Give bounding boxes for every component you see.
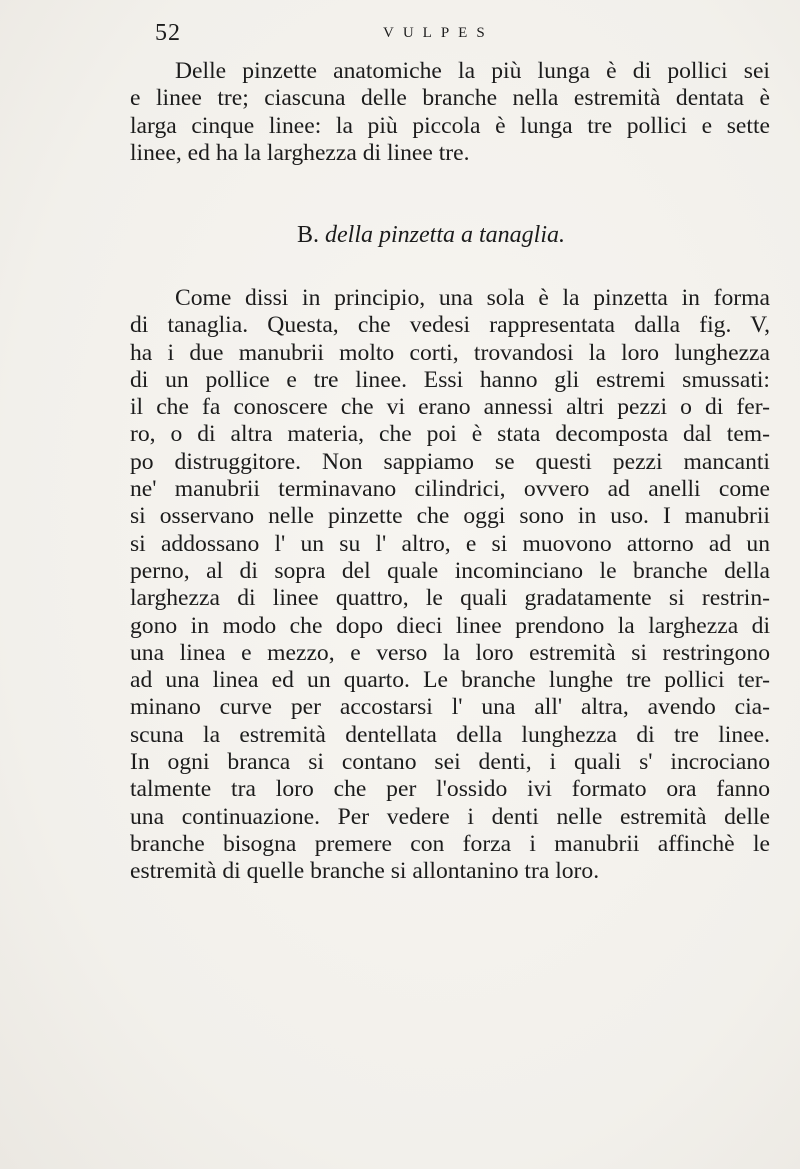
text-line: ha i due manubrii molto corti, trovandosi la loro lunghezza	[130, 339, 770, 366]
page-header	[0, 20, 800, 50]
text-line: talmente tra loro che per l'ossido ivi formato ora fanno	[130, 776, 770, 803]
text-line: gono in modo che dopo dieci linee prendono la larghezza di	[130, 612, 770, 639]
text-line: scuna la estremità dentellata della lunghezza di tre linee.	[130, 721, 770, 748]
text-line: si osservano nelle pinzette che oggi sono in uso. I manubrii	[130, 503, 770, 530]
text-line: Come dissi in principio, una sola è la pinzetta in forma	[175, 285, 770, 311]
text-line: minano curve per accostarsi l' una all' altra, avendo cia-	[130, 694, 770, 721]
text-line: ne' manubrii terminavano cilindrici, ovvero ad anelli come	[130, 476, 770, 503]
section-heading	[297, 222, 565, 249]
text-line: po distruggitore. Non sappiamo se questi pezzi mancanti	[130, 448, 770, 475]
text-line: il che fa conoscere che vi erano annessi altri pezzi o di fer-	[130, 394, 770, 421]
text-line: linee, ed ha la larghezza di linee tre.	[130, 139, 470, 166]
text-line: Delle pinzette anatomiche la più lunga è di pollici sei	[175, 58, 770, 84]
text-line: ad una linea ed un quarto. Le branche lunghe tre pollici ter-	[130, 667, 770, 694]
text-line: larghezza di linee quattro, le quali gradatamente si restrin-	[130, 585, 770, 612]
text-line: larga cinque linee: la più piccola è lunga tre pollici e sette	[130, 112, 770, 139]
text-line: ro, o di altra materia, che poi è stata decomposta dal tem-	[130, 421, 770, 448]
page-number: 52	[155, 20, 181, 46]
text-line: di un pollice e tre linee. Essi hanno gli estremi smussati:	[130, 366, 770, 393]
section-letter: B.	[297, 222, 320, 248]
text-line: branche bisogna premere con forza i manubrii affinchè le	[130, 830, 770, 857]
text-line: di tanaglia. Questa, che vedesi rappresentata dalla fig. V,	[130, 312, 770, 339]
text-line: si addossano l' un su l' altro, e si muovono attorno ad un	[130, 530, 770, 557]
text-line: e linee tre; ciascuna delle branche nella estremità dentata è	[130, 85, 770, 112]
section-title: della pinzetta a tanaglia.	[325, 222, 566, 248]
text-line: una continuazione. Per vedere i denti nelle estremità delle	[130, 803, 770, 830]
paragraph-pinzetta-a-tanaglia	[130, 285, 770, 886]
text-line: estremità di quelle branche si allontanino tra loro.	[130, 858, 600, 885]
text-line: perno, al di sopra del quale incominciano le branche della	[130, 557, 770, 584]
text-line: una linea e mezzo, e verso la loro estremità si restringono	[130, 639, 770, 666]
paragraph-pinzette-anatomiche	[130, 58, 770, 167]
text-line: In ogni branca si contano sei denti, i quali s' incrociano	[130, 749, 770, 776]
running-head: VULPES	[383, 25, 494, 41]
